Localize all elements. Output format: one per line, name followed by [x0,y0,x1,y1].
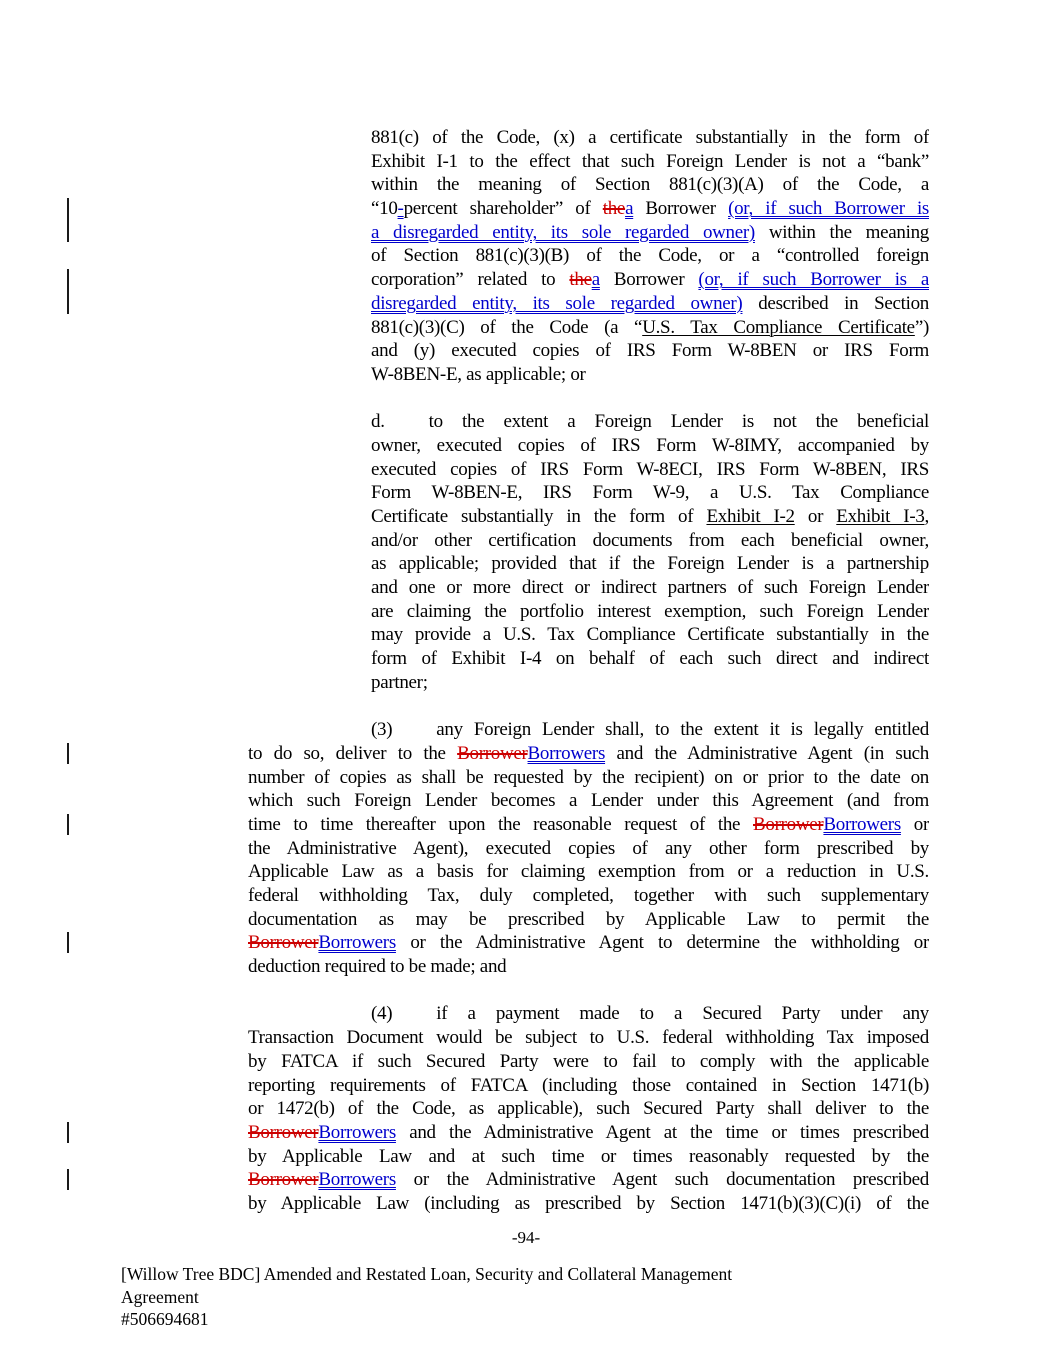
text-run: by Applicable Law (including as prescribed by Section 1471(b)(3)(C)(i) of the [248,1192,929,1214]
text-line [371,576,929,600]
text-run: Applicable Law as a basis for claiming exemption from or a reduction in U.S. [248,861,929,883]
text-run: may provide a U.S. Tax Compliance Certificate substantially in the [371,624,929,646]
text-run: Exhibit I-1 to the effect that such Foreign Lender is not a “bank” [371,150,929,172]
text-run: form of Exhibit I-4 on behalf of each such direct and indirect [371,648,929,670]
text-line [248,908,929,932]
footer-document-id: #506694681 [121,1309,209,1329]
change-bar [67,1169,69,1190]
text-run: Certificate substantially in the form of [371,506,707,527]
text-run: and the Administrative Agent (in such [605,742,929,764]
text-run: (3) [371,719,393,741]
text-line [371,268,929,292]
text-run: by FATCA if such Secured Party were to fail to comply with the applicable [248,1050,929,1072]
text-line [371,244,929,268]
text-line [371,552,929,576]
text-line [371,505,929,529]
text-line [248,1168,929,1192]
inserted-text: a [591,269,600,291]
text-line [371,292,929,316]
text-run: any Foreign Lender shall, to the extent it is legally entitled [436,719,929,741]
inserted-text: (or, if such Borrower is a [698,269,929,291]
text-line [371,481,929,505]
text-line [371,529,929,553]
text-line [248,1145,929,1169]
text-line [248,1026,929,1050]
text-line [248,742,929,766]
text-run: or the Administrative Agent such documentation prescribed [395,1169,929,1191]
change-bar [67,743,69,764]
document-body [248,126,929,1239]
text-run: documentation as may be prescribed by Applicable Law to permit the [248,908,929,930]
text-run: ”) [914,316,929,338]
text-run: and/or other certification documents from each beneficial owner, [371,529,929,551]
text-run: to the extent a Foreign Lender is not the beneficial [428,411,929,433]
deleted-text: Borrower [457,742,528,764]
text-line [248,813,929,837]
change-bar [67,932,69,953]
inserted-text: a [625,198,634,220]
deleted-text: Borrower [248,932,319,954]
text-run: 881(c) of the Code, (x) a certificate substantially in the form of [371,127,929,148]
text-run: W-8BEN-E, as applicable; or [371,363,586,385]
clause-4-fatca [248,1002,929,1215]
inserted-text: Borrowers [318,1169,396,1191]
text-run: , [924,506,929,527]
document-footer [121,1263,801,1331]
text-line [371,434,929,458]
underlined-term: Exhibit I-2 [706,506,795,527]
text-run: and the Administrative Agent at the time or times prescribed [395,1121,929,1143]
text-line [248,837,929,861]
text-run: time to time thereafter upon the reasonable request of the [248,813,753,835]
text-line [371,316,929,340]
text-run: (4) [371,1003,393,1025]
text-run: by Applicable Law and at such time or times reasonably requested by the [248,1145,929,1167]
clause-d-foreign-lender [371,410,929,694]
text-run: or [900,813,929,835]
text-line [248,1121,929,1145]
inserted-text: a disregarded entity, its sole regarded owner) [371,221,755,243]
text-run: which such Foreign Lender becomes a Lender under this Agreement (and from [248,790,929,812]
deleted-text: Borrower [753,813,824,835]
text-run: are claiming the portfolio interest exemption, such Foreign Lender [371,600,929,622]
change-bar [67,198,69,242]
change-bar [67,269,69,313]
text-run: percent shareholder” of [403,198,603,220]
text-line [248,1050,929,1074]
inserted-text: disregarded entity, its sole regarded owner) [371,292,743,314]
text-run: described in Section [742,292,929,314]
text-line [371,623,929,647]
text-run: Borrower [633,198,729,220]
text-line [371,126,929,150]
text-line [248,1192,929,1216]
text-line [371,647,929,671]
text-line [248,884,929,908]
inserted-text: Borrowers [823,813,901,835]
text-run: corporation” related to [371,269,570,291]
text-run: reporting requirements of FATCA (including those contained in Section 1471(b) [248,1074,929,1096]
text-run: the Administrative Agent), executed copies of any other form prescribed by [248,837,929,859]
text-line [371,221,929,245]
text-line [371,339,929,363]
clause-3-foreign-lender-forms [248,718,929,979]
text-line [248,1097,929,1121]
text-line [248,718,929,742]
text-run: and (y) executed copies of IRS Form W-8BEN or IRS Form [371,340,929,362]
text-line [248,789,929,813]
text-run: “10 [371,198,398,220]
text-line [248,955,929,979]
text-run: to do so, deliver to the [248,742,458,764]
change-bar [67,814,69,835]
text-run: partner; [371,671,428,693]
text-run: executed copies of IRS Form W-8ECI, IRS Form W-8BEN, IRS [371,458,929,480]
inserted-text: - [397,198,404,220]
text-run: owner, executed copies of IRS Form W-8IMY, accompanied by [371,434,929,456]
text-line [248,931,929,955]
text-line [371,173,929,197]
deleted-text: Borrower [248,1169,319,1191]
text-line [371,671,929,695]
text-run: d. [371,411,385,433]
text-run: within the meaning of Section 881(c)(3)(A) of the Code, a [371,174,929,196]
text-line [371,197,929,221]
text-line [371,410,929,434]
text-run: within the meaning [754,221,929,243]
text-line [248,1074,929,1098]
text-run: Borrower [599,269,699,291]
text-line [248,860,929,884]
text-run: 881(c)(3)(C) of the Code (a “ [371,316,643,338]
text-line [371,150,929,174]
deleted-text: the [602,198,626,220]
underlined-term: Exhibit I-3 [836,506,925,527]
text-run: and one or more direct or indirect partners of such Foreign Lender [371,577,929,599]
footer-agreement-title: [Willow Tree BDC] Amended and Restated Loan, Security and Collateral Management Agreement [121,1264,733,1307]
text-line [371,363,929,387]
deleted-text: the [569,269,592,291]
text-run: Form W-8BEN-E, IRS Form W-9, a U.S. Tax Compliance [371,482,929,504]
text-run: of Section 881(c)(3)(B) of the Code, or a “controlled foreign [371,245,929,267]
text-line [248,766,929,790]
text-run: federal withholding Tax, duly completed, together with such supplementary [248,885,929,906]
text-run: Transaction Document would be subject to U.S. federal withholding Tax imposed [248,1027,929,1049]
underlined-term: U.S. Tax Compliance Certificate [642,316,915,338]
inserted-text: Borrowers [318,932,396,954]
clause-881c-continuation [371,126,929,387]
text-run: or 1472(b) of the Code, as applicable), such Secured Party shall deliver to the [248,1098,929,1120]
inserted-text: (or, if such Borrower is [728,198,929,220]
text-line [371,600,929,624]
deleted-text: Borrower [248,1121,319,1143]
inserted-text: Borrowers [318,1121,396,1143]
text-run: if a payment made to a Secured Party under any [436,1003,929,1025]
text-run: or the Administrative Agent to determine the withholding or [395,932,929,954]
text-line [248,1002,929,1026]
text-run: as applicable; provided that if the Foreign Lender is a partnership [371,553,929,575]
text-run: number of copies as shall be requested by the recipient) on or prior to the date on [248,766,929,788]
text-run: or [794,506,837,527]
inserted-text: Borrowers [527,742,606,764]
change-bar [67,1122,69,1143]
text-run: deduction required to be made; and [248,956,507,978]
text-line [371,458,929,482]
page-number: -94- [511,1228,541,1247]
